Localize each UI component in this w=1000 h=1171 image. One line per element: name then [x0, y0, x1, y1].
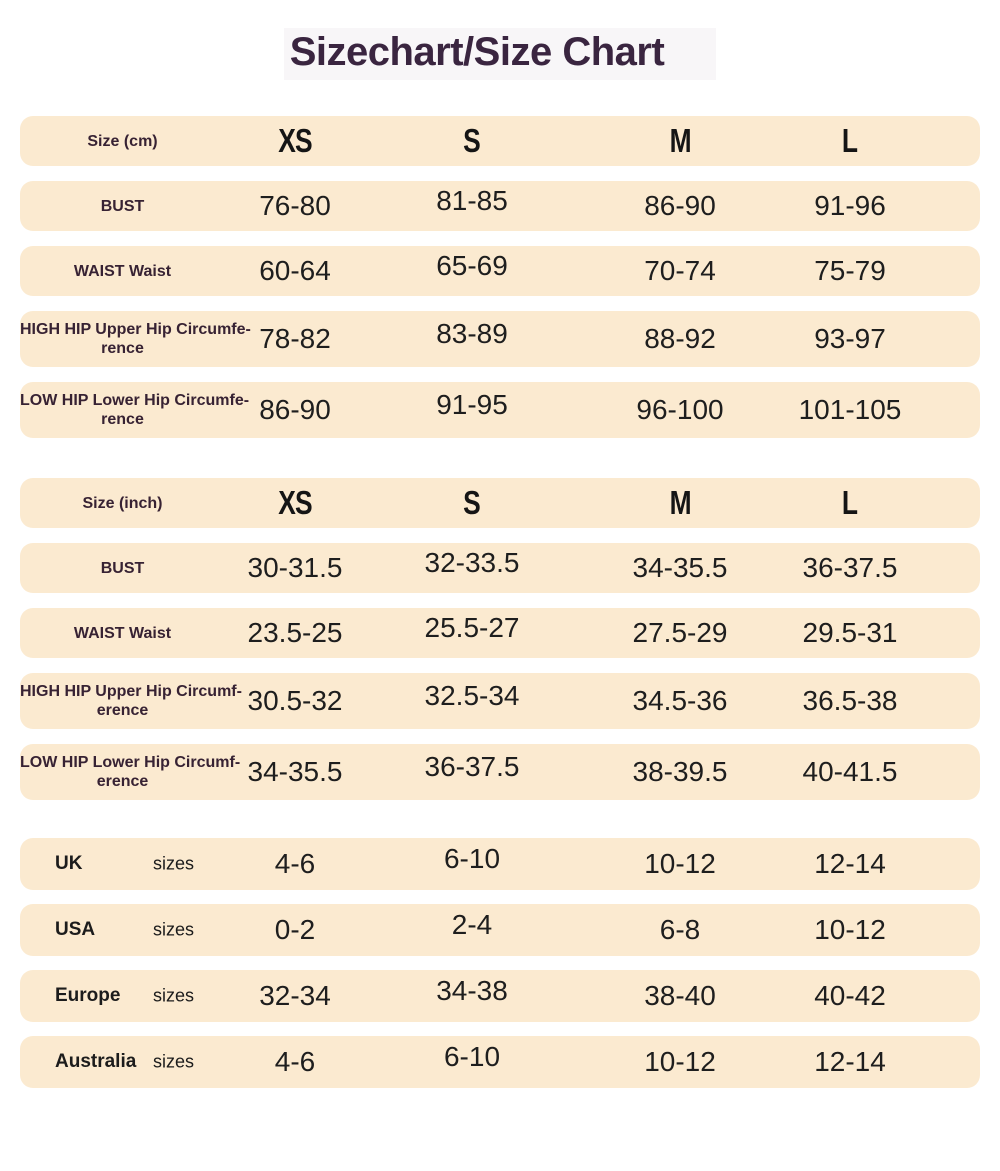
- table-row-waist-cm: [20, 246, 980, 296]
- cell-value: 36-37.5: [802, 552, 898, 583]
- table-row-australia: [20, 1036, 980, 1088]
- cell-value: 34-35.5: [247, 756, 343, 787]
- table-row-low-hip-inch: [20, 744, 980, 800]
- cell-value: 91-96: [814, 190, 886, 221]
- column-header-l: L: [842, 484, 858, 521]
- table-row-bust-cm: [20, 181, 980, 231]
- region-unit: sizes: [153, 853, 195, 874]
- table-row-low-hip-cm: [20, 382, 980, 438]
- cell-value: 6-8: [659, 914, 701, 945]
- table-row-bust-inch: [20, 543, 980, 593]
- cell-value: 96-100: [636, 394, 724, 425]
- cell-value: 2-4: [451, 909, 493, 940]
- cell-value: 75-79: [814, 255, 886, 286]
- row-label: BUST: [100, 559, 145, 577]
- cell-value: 10-12: [644, 1046, 716, 1077]
- page-title: [0, 28, 1000, 76]
- table-row-high-hip-inch: [20, 673, 980, 729]
- cell-value: 81-85: [436, 185, 508, 216]
- cell-value: 40-41.5: [802, 756, 898, 787]
- row-label: [20, 970, 225, 1022]
- cell-value: 38-39.5: [632, 756, 728, 787]
- table-row-europe: [20, 970, 980, 1022]
- cell-value: 25.5-27: [424, 612, 520, 643]
- column-header-m: M: [669, 122, 691, 159]
- region-unit: sizes: [153, 919, 195, 940]
- unit-label-cm: Size (cm): [87, 132, 158, 150]
- column-header-m: M: [669, 484, 691, 521]
- cell-value: 38-40: [644, 980, 716, 1011]
- row-label: HIGH HIP Upper Hip Circumfe- rence: [20, 321, 251, 357]
- cell-value: 65-69: [436, 250, 508, 281]
- region-size-table: [0, 838, 1000, 1088]
- cell-value: 27.5-29: [632, 617, 728, 648]
- cell-value: 34-38: [436, 975, 508, 1006]
- row-label: WAIST Waist: [73, 262, 172, 280]
- cell-value: 60-64: [259, 255, 331, 286]
- cell-value: 4-6: [274, 1046, 316, 1077]
- cell-value: 91-95: [436, 389, 508, 420]
- cell-value: 6-10: [443, 1041, 501, 1072]
- region-name: Australia: [55, 1051, 137, 1072]
- region-name: UK: [55, 853, 83, 874]
- table-row-usa: [20, 904, 980, 956]
- column-header-s: S: [463, 122, 481, 159]
- cell-value: 93-97: [814, 323, 886, 354]
- region-name: USA: [55, 919, 96, 940]
- row-label: HIGH HIP Upper Hip Circumf- erence: [20, 683, 242, 719]
- cell-value: 10-12: [814, 914, 886, 945]
- cell-value: 0-2: [274, 914, 316, 945]
- cell-value: 34.5-36: [632, 685, 728, 716]
- table-header-row-cm: [20, 116, 980, 166]
- cell-value: 36.5-38: [802, 685, 898, 716]
- cell-value: 86-90: [644, 190, 716, 221]
- table-row-waist-inch: [20, 608, 980, 658]
- cell-value: 6-10: [443, 843, 501, 874]
- cell-value: 40-42: [814, 980, 886, 1011]
- table-row-high-hip-cm: [20, 311, 980, 367]
- cell-value: 86-90: [259, 394, 331, 425]
- cell-value: 4-6: [274, 848, 316, 879]
- row-label: LOW HIP Lower Hip Circumf- erence: [20, 754, 241, 790]
- column-header-xs: XS: [278, 484, 312, 521]
- page-title-text: Sizechart/Size Chart: [284, 28, 717, 80]
- cell-value: 83-89: [436, 318, 508, 349]
- cell-value: 32-34: [259, 980, 331, 1011]
- column-header-xs: XS: [278, 122, 312, 159]
- cell-value: 12-14: [814, 1046, 886, 1077]
- cell-value: 30.5-32: [247, 685, 343, 716]
- table-header-row-inch: [20, 478, 980, 528]
- row-label: LOW HIP Lower Hip Circumfe- rence: [20, 392, 250, 428]
- cell-value: 70-74: [644, 255, 716, 286]
- row-label: BUST: [100, 197, 145, 215]
- unit-label-inch: Size (inch): [82, 494, 163, 512]
- cell-value: 32.5-34: [424, 680, 520, 711]
- cell-value: 23.5-25: [247, 617, 343, 648]
- row-label: [20, 1036, 225, 1088]
- cell-value: 76-80: [259, 190, 331, 221]
- cell-value: 30-31.5: [247, 552, 343, 583]
- row-label: [20, 838, 225, 890]
- cell-value: 101-105: [798, 394, 902, 425]
- row-label: [20, 904, 225, 956]
- cell-value: 10-12: [644, 848, 716, 879]
- row-label: WAIST Waist: [73, 624, 172, 642]
- column-header-l: L: [842, 122, 858, 159]
- size-table-cm: [0, 116, 1000, 438]
- column-header-s: S: [463, 484, 481, 521]
- table-row-uk: [20, 838, 980, 890]
- region-unit: sizes: [153, 985, 195, 1006]
- cell-value: 36-37.5: [424, 751, 520, 782]
- region-unit: sizes: [153, 1051, 195, 1072]
- cell-value: 12-14: [814, 848, 886, 879]
- region-name: Europe: [55, 985, 121, 1006]
- cell-value: 88-92: [644, 323, 716, 354]
- cell-value: 32-33.5: [424, 547, 520, 578]
- cell-value: 34-35.5: [632, 552, 728, 583]
- size-table-inch: [0, 478, 1000, 800]
- cell-value: 29.5-31: [802, 617, 898, 648]
- cell-value: 78-82: [259, 323, 331, 354]
